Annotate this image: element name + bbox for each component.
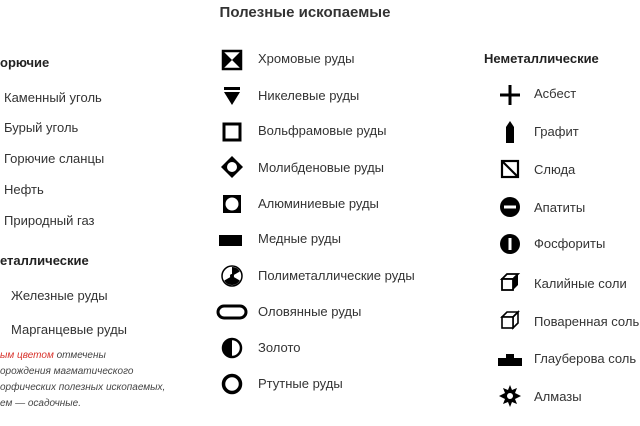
footnote-highlight: ым цветом xyxy=(0,350,54,361)
ore-label: Молибденовые руды xyxy=(258,160,385,175)
apatite-icon xyxy=(498,195,522,219)
potash-salt-icon xyxy=(498,270,522,294)
ore-label: Оловянные руды xyxy=(258,304,362,319)
mercury-ore-icon xyxy=(220,372,244,396)
fuel-item: Каменный уголь xyxy=(4,90,102,105)
table-salt-icon xyxy=(498,308,522,332)
fuel-item: Природный газ xyxy=(4,213,95,228)
footnote-text: ем — осадочные. xyxy=(0,398,82,409)
metallic-heading: еталлические xyxy=(0,253,89,268)
nonmetallic-label: Слюда xyxy=(534,162,576,177)
nonmetallic-label: Поваренная соль xyxy=(534,314,640,329)
nonmetallic-label: Графит xyxy=(534,124,579,139)
aluminum-ore-icon xyxy=(220,192,244,216)
ore-label: Золото xyxy=(258,340,301,355)
ore-label: Вольфрамовые руды xyxy=(258,123,387,138)
nonmetallic-label: Алмазы xyxy=(534,389,582,404)
mica-icon xyxy=(498,157,522,181)
ore-label: Ртутные руды xyxy=(258,376,343,391)
nickel-ore-icon xyxy=(220,84,244,108)
tin-ore-icon xyxy=(216,300,248,324)
ore-label: Полиметаллические руды xyxy=(258,268,415,283)
ore-label: Хромовые руды xyxy=(258,51,355,66)
footnote-text: отмечены xyxy=(53,350,106,361)
fuel-item: Горючие сланцы xyxy=(4,151,105,166)
gold-icon xyxy=(220,336,244,360)
nonmetallic-label: Глауберова соль xyxy=(534,351,637,366)
polymetallic-ore-icon xyxy=(220,264,244,288)
molybdenum-ore-icon xyxy=(220,155,244,179)
asbestos-icon xyxy=(498,83,522,107)
nonmetallic-label: Калийные соли xyxy=(534,276,627,291)
fuel-item: Нефть xyxy=(4,182,44,197)
nonmetallic-label: Фосфориты xyxy=(534,236,606,251)
metallic-item: Марганцевые руды xyxy=(11,322,128,337)
diamond-icon xyxy=(498,384,522,408)
nonmetallic-heading: Неметаллические xyxy=(484,51,599,66)
copper-ore-icon xyxy=(218,228,242,252)
nonmetallic-label: Асбест xyxy=(534,86,577,101)
footnote-text: орождения магматического xyxy=(0,366,134,377)
fuel-heading: орючие xyxy=(0,55,50,70)
graphite-icon xyxy=(498,120,522,144)
ore-label: Алюминиевые руды xyxy=(258,196,379,211)
ore-label: Никелевые руды xyxy=(258,88,360,103)
footnote-text: орфических полезных ископаемых, xyxy=(0,382,166,393)
glauber-salt-icon xyxy=(496,346,524,370)
metallic-item: Железные руды xyxy=(11,288,108,303)
nonmetallic-label: Апатиты xyxy=(534,200,586,215)
page-title: Полезные ископаемые xyxy=(219,4,391,21)
fuel-item: Бурый уголь xyxy=(4,120,79,135)
tungsten-ore-icon xyxy=(220,120,244,144)
chromium-ore-icon xyxy=(220,48,244,72)
legend-footnote xyxy=(0,348,200,412)
phosphorite-icon xyxy=(498,232,522,256)
ore-label: Медные руды xyxy=(258,231,341,246)
